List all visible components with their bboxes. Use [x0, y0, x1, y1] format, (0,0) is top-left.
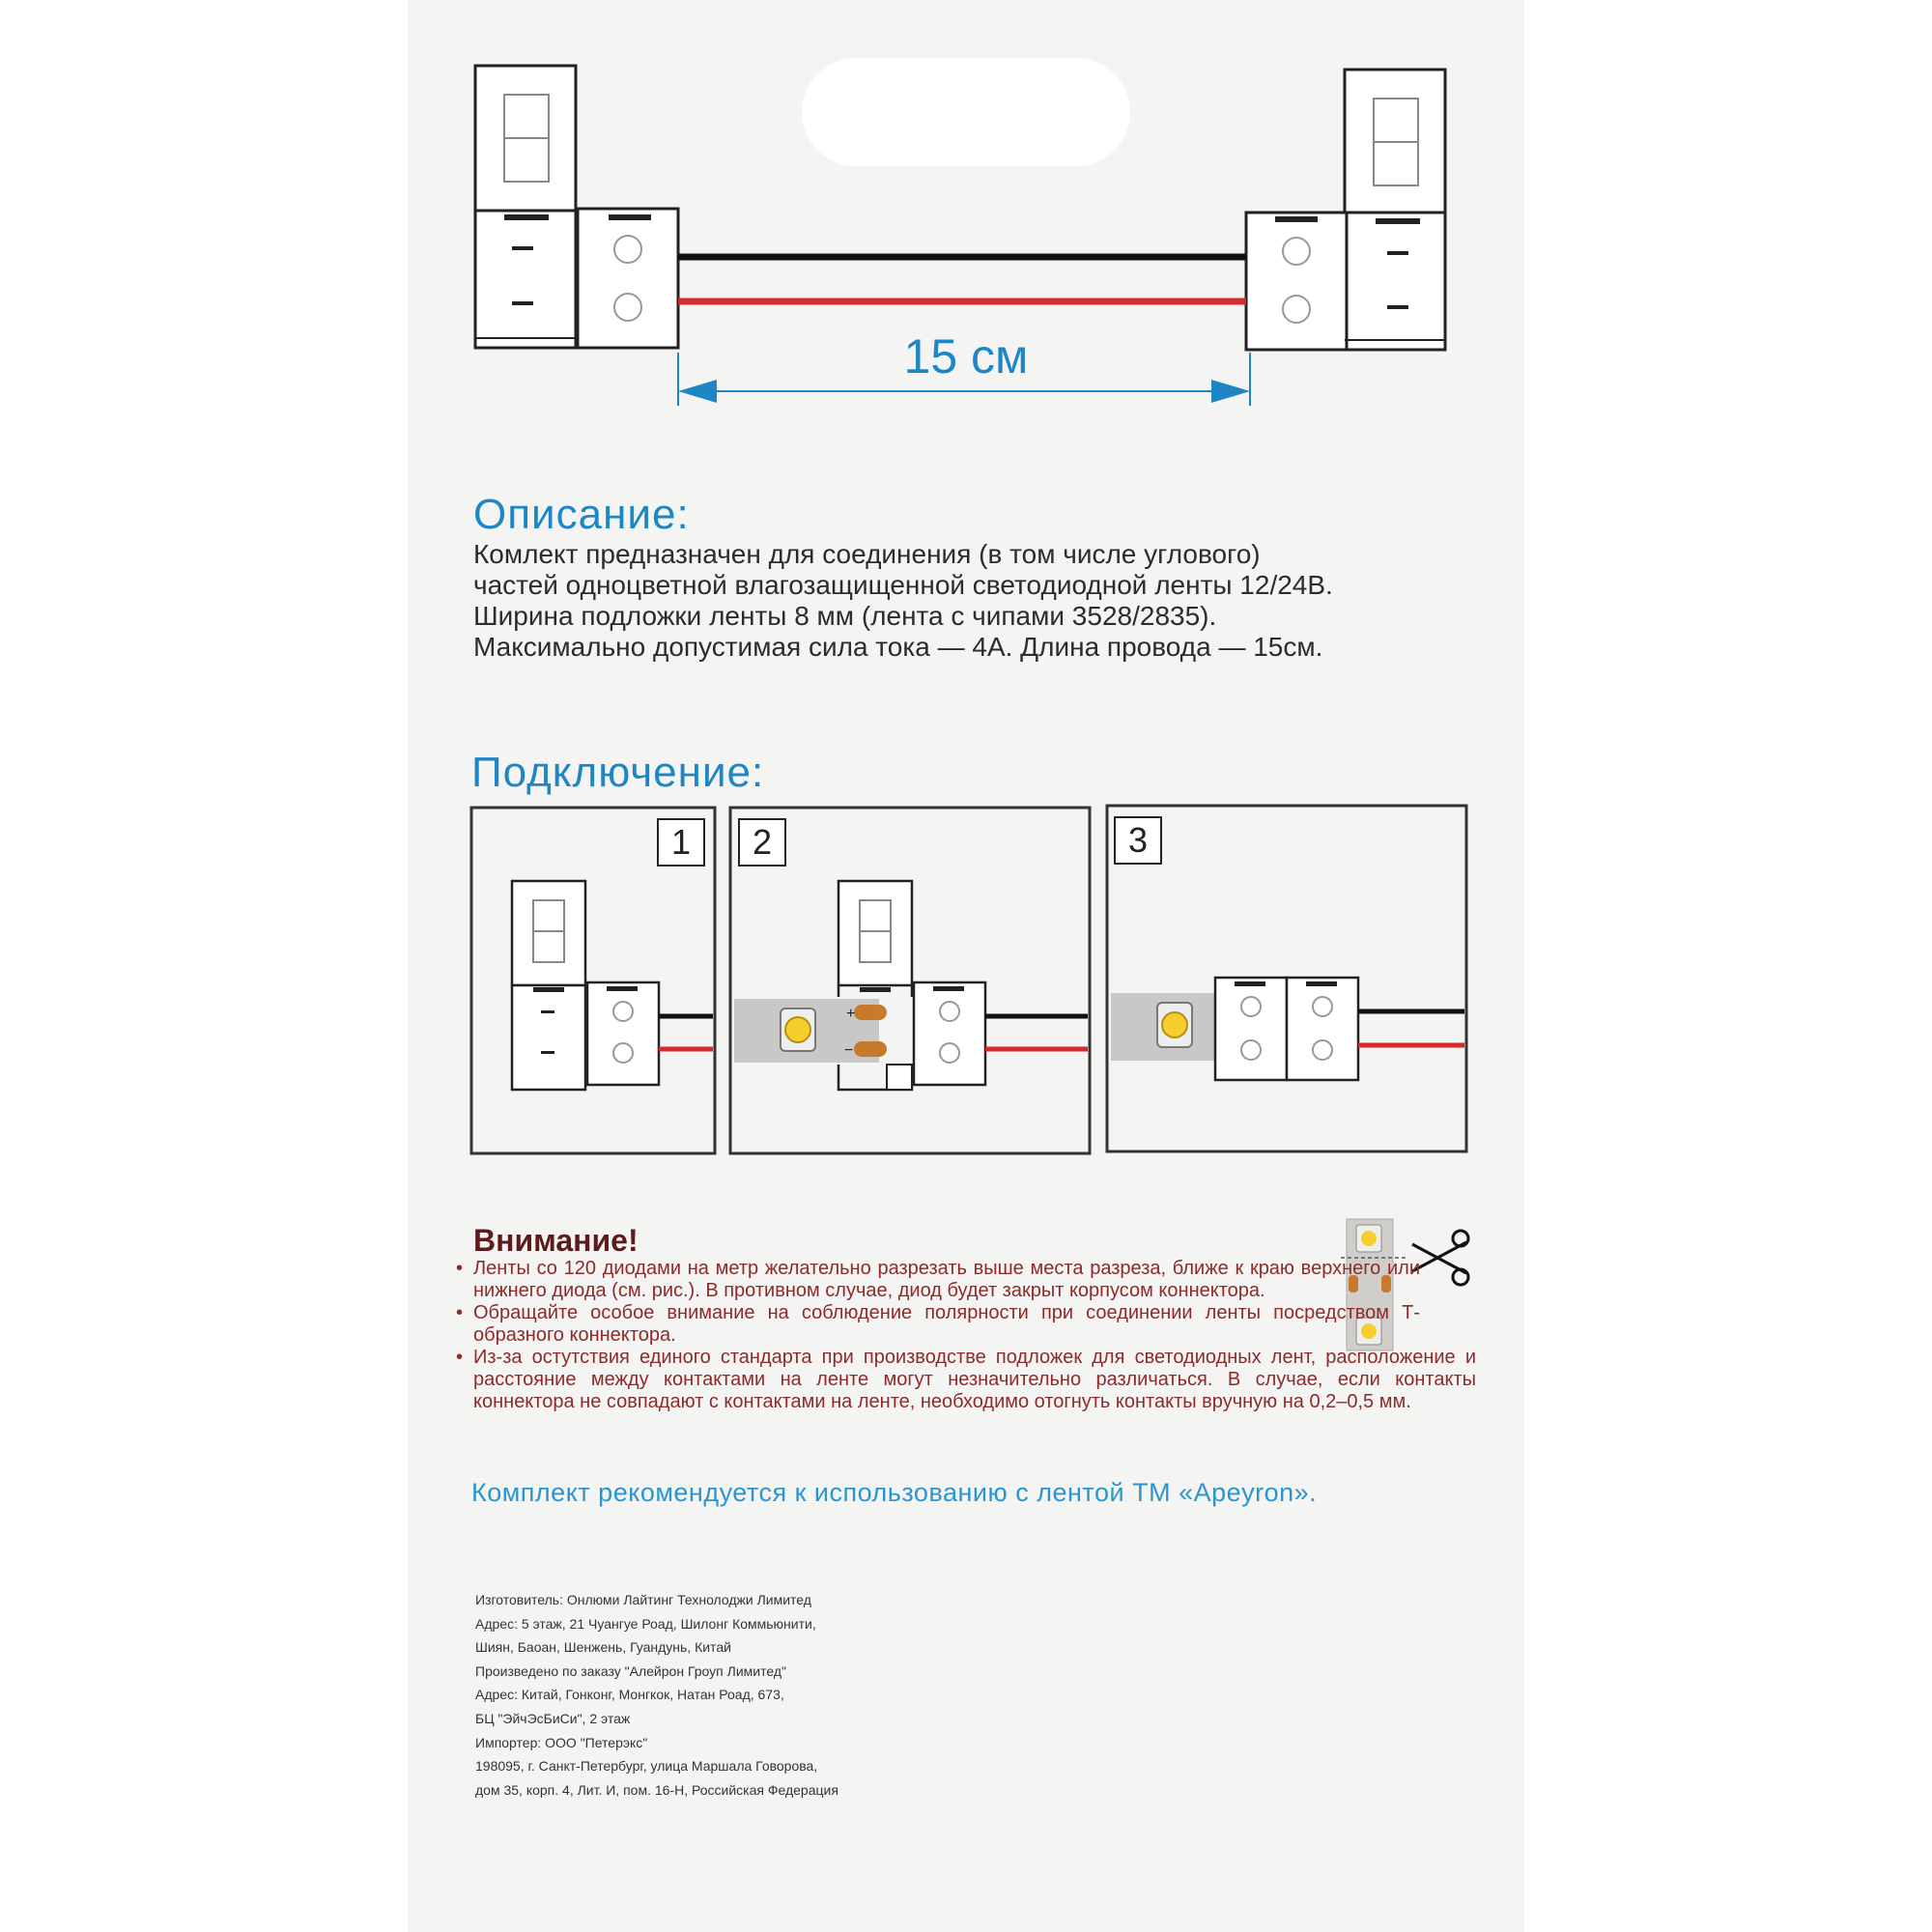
dimension-arrow-left: [678, 380, 717, 403]
right-connector-body: [1345, 213, 1445, 350]
manufacturer-line: Шиян, Баоан, Шенжень, Гуандунь, Китай: [475, 1639, 731, 1656]
left-connector-body: [475, 211, 576, 348]
attention-list: [452, 1258, 1476, 1413]
manufacturer-line: дом 35, корп. 4, Лит. И, пом. 16-Н, Российская Федерация: [475, 1781, 838, 1798]
right-connector-clip: [1246, 213, 1347, 350]
connection-steps-diagram: [469, 804, 1470, 1157]
step-3-number: 3: [1114, 816, 1162, 865]
manufacturer-info: [475, 1588, 838, 1802]
description-line: Ширина подложки ленты 8 мм (лента с чипами 3528/2835).: [473, 601, 1217, 631]
attention-title: Внимание!: [473, 1223, 639, 1258]
description-title: Описание:: [473, 491, 690, 538]
manufacturer-line: Произведено по заказу "Алейрон Гроуп Лимитед": [475, 1662, 786, 1679]
connection-title: Подключение:: [471, 749, 765, 796]
manufacturer-line: Адрес: Китай, Гонконг, Монгкок, Натан Роад, 673,: [475, 1687, 784, 1703]
dimension-label: 15 см: [903, 329, 1029, 384]
step-2-number: 2: [738, 818, 786, 867]
description-text: [473, 539, 1497, 663]
recommendation-text: Комплект рекомендуется к использованию с лентой ТМ «Apeyron».: [471, 1478, 1318, 1507]
manufacturer-line: Импортер: ООО "Петерэкс": [475, 1734, 648, 1750]
attention-item: • Ленты со 120 диодами на метр желательно разрезать выше места разреза, ближе к краю верхнего или нижнего диода (см. рис.). В противном случае, диод будет закрыт корпусом коннектора.: [452, 1258, 1420, 1302]
minus-sign: −: [844, 1042, 854, 1059]
manufacturer-line: Изготовитель: Онлюми Лайтинг Технолоджи Лимитед: [475, 1592, 811, 1607]
left-connector-clip: [578, 209, 678, 348]
step-1-number: 1: [657, 818, 705, 867]
manufacturer-line: 198095, г. Санкт-Петербург, улица Маршала Говорова,: [475, 1758, 818, 1775]
manufacturer-line: Адрес: 5 этаж, 21 Чуангуе Роад, Шилонг Коммьюнити,: [475, 1615, 816, 1632]
dimension-arrow-right: [1211, 380, 1250, 403]
description-line: Максимально допустимая сила тока — 4А. Длина провода — 15см.: [473, 632, 1323, 662]
description-line: частей одноцветной влагозащищенной светодиодной ленты 12/24В.: [473, 570, 1333, 600]
attention-item: • Из-за остутствия единого стандарта при производстве подложек для светодиодных лент, расположение и расстояние между контактами на ленте могут незначительно различаться. В случае, если контакты коннектора не совпадают с контактами на ленте, необходимо отогнуть контакты вручную на 0,2–0,5 мм.: [452, 1347, 1476, 1413]
description-line: Комлект предназначен для соединения (в том числе углового): [473, 539, 1261, 569]
manufacturer-line: БЦ "ЭйчЭсБиСи", 2 этаж: [475, 1710, 631, 1726]
attention-item: • Обращайте особое внимание на соблюдение полярности при соединении ленты посредством Т-образного коннектора.: [452, 1302, 1420, 1347]
plus-sign: +: [846, 1006, 856, 1022]
